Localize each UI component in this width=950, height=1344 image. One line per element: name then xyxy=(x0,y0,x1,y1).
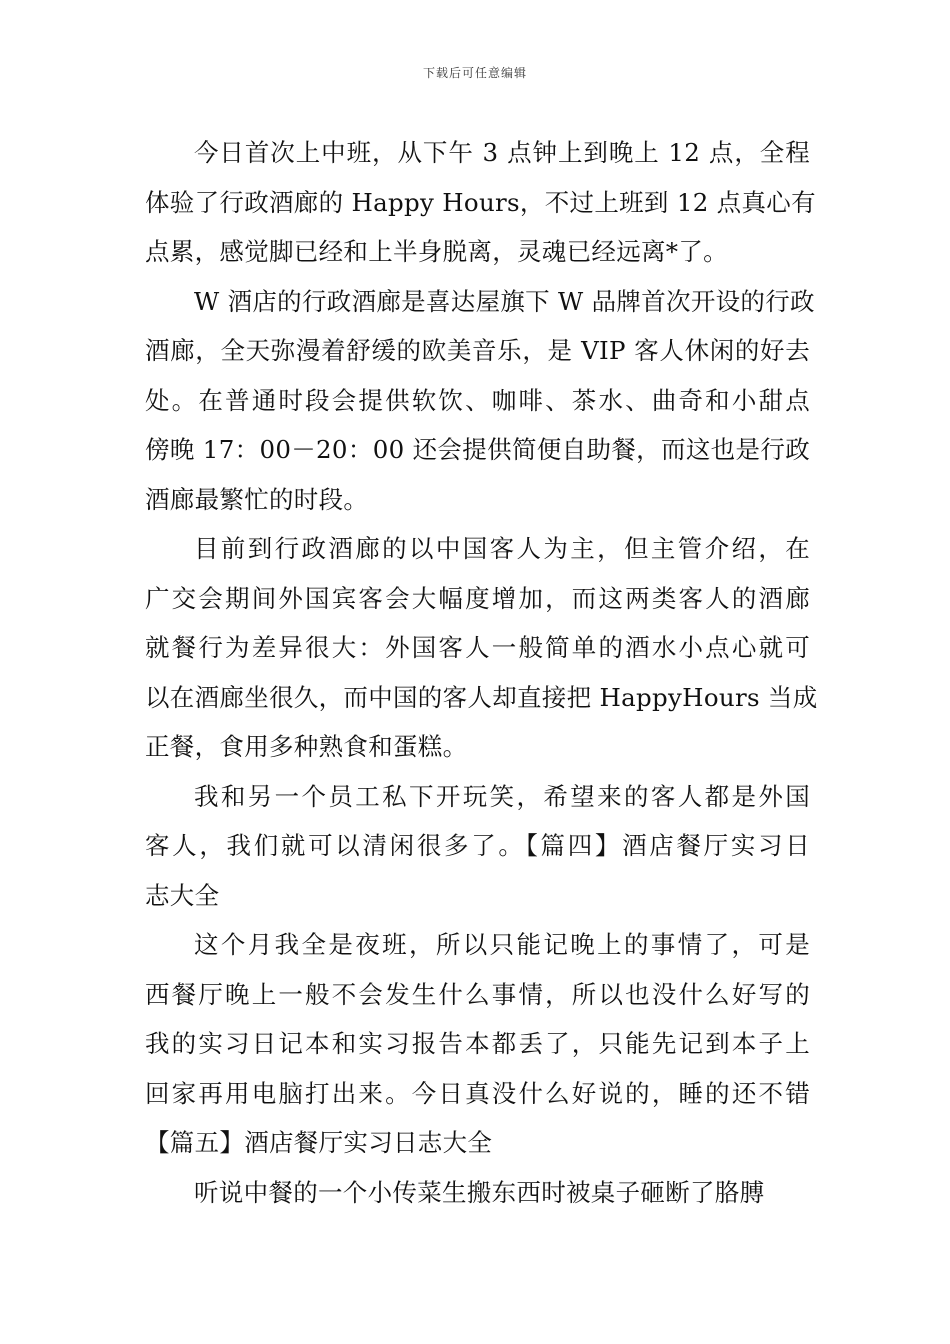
text-line: 我和另一个员工私下开玩笑，希望来的客人都是外国 xyxy=(194,781,810,811)
page-header-note: 下载后可任意编辑 xyxy=(422,66,527,80)
text-line: 以在酒廊坐很久，而中国的客人却直接把 HappyHours 当成 xyxy=(145,682,818,712)
text-line: 今日首次上中班，从下午 3 点钟上到晚上 12 点，全程 xyxy=(194,138,810,167)
text-line: 酒廊最繁忙的时段。 xyxy=(145,484,369,514)
paragraph-2 xyxy=(145,277,815,525)
text-line: 这个月我全是夜班，所以只能记晚上的事情了，可是 xyxy=(194,930,810,959)
text-line: 体验了行政酒廊的 Happy Hours，不过上班到 12 点真心有 xyxy=(145,187,816,217)
paragraph-3 xyxy=(145,524,818,772)
text-line: 就餐行为差异很大：外国客人一般简单的酒水小点心就可 xyxy=(145,633,810,662)
document-body xyxy=(145,128,818,1217)
text-line: 广交会期间外国宾客会大幅度增加，而这两类客人的酒廊 xyxy=(145,583,810,613)
paragraph-1 xyxy=(145,128,816,277)
text-line: 傍晚 17：00－20：00 还会提供简便自助餐，而这也是行政 xyxy=(145,435,810,464)
text-line: 酒廊，全天弥漫着舒缓的欧美音乐，是 VIP 客人休闲的好去 xyxy=(145,336,810,365)
text-line: 我的实习日记本和实习报告本都丢了，只能先记到本子上 xyxy=(145,1029,810,1058)
text-line: 听说中餐的一个小传菜生搬东西时被桌子砸断了胳膊 xyxy=(194,1177,765,1207)
text-line: W 酒店的行政酒廊是喜达屋旗下 W 品牌首次开设的行政 xyxy=(194,286,815,316)
text-line: 【篇五】酒店餐厅实习日志大全 xyxy=(145,1128,493,1157)
text-line: 目前到行政酒廊的以中国客人为主，但主管介绍，在 xyxy=(194,534,810,563)
text-line: 客人，我们就可以清闲很多了。【篇四】酒店餐厅实习日 xyxy=(145,831,810,860)
paragraph-4 xyxy=(145,772,810,921)
text-line: 处。在普通时段会提供软饮、咖啡、茶水、曲奇和小甜点 xyxy=(145,385,810,415)
text-line: 正餐，食用多种熟食和蛋糕。 xyxy=(145,732,468,761)
paragraph-6 xyxy=(145,1168,810,1218)
text-line: 点累，感觉脚已经和上半身脱离，灵魂已经远离*了。 xyxy=(145,237,728,266)
paragraph-5 xyxy=(145,920,810,1168)
text-line: 西餐厅晚上一般不会发生什么事情，所以也没什么好写的 xyxy=(145,979,810,1009)
text-line: 志大全 xyxy=(145,880,220,910)
text-line: 回家再用电脑打出来。今日真没什么好说的，睡的还不错 xyxy=(145,1078,810,1108)
